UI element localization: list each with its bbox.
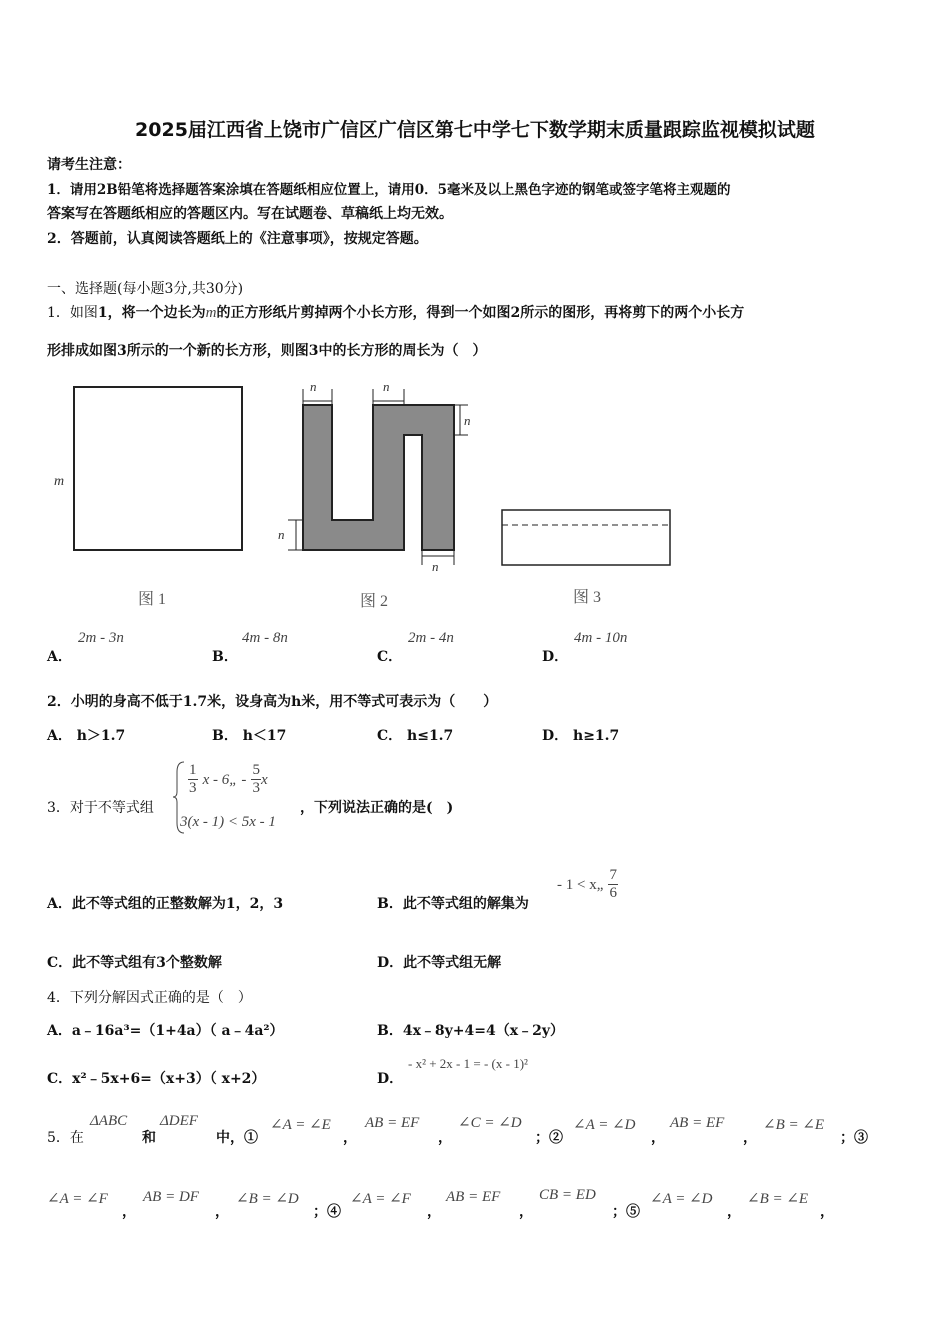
q5-comma: ，: [727, 1204, 741, 1220]
q1-option-d-letter: D．: [542, 649, 569, 665]
q5-comma: ，: [743, 1130, 757, 1146]
q3-inequality-2: 3(x - 1) < 5x - 1: [180, 814, 276, 830]
q5-comma: ，: [519, 1204, 533, 1220]
q5-comma: ，: [215, 1204, 229, 1220]
q5-comma: ，: [343, 1130, 357, 1146]
q1-option-b-letter: B．: [212, 649, 238, 665]
q5-cond3b: AB = DF: [143, 1189, 199, 1205]
q5-cond3a: ∠A = ∠F: [47, 1191, 108, 1207]
q2-option-c: C． h≤1.7: [377, 728, 454, 744]
q5-sep4: ；④: [313, 1204, 341, 1220]
notice-line1a: 1．请用2B铅笔将选择题答案涂填在答题纸相应位置上，请用0．5毫米及以上黑色字迹的钢笔或签字笔将主观题的: [47, 182, 731, 198]
section-heading: 一、选择题(每小题3分,共30分): [47, 281, 244, 297]
q1-option-c-letter: C．: [377, 649, 403, 665]
q1-text-line2: 形排成如图3所示的一个新的长方形，则图3中的长方形的周长为（ ）: [47, 343, 487, 359]
q3-inequality-1: $\frac{1}{3}$ x - 6„ - $\frac{5}{3}$ x: [189, 762, 268, 796]
q1-option-b-expr: 4m - 8n: [242, 630, 288, 646]
q4-option-a: A．a﹣16a³=（1+4a）（ a﹣4a²）: [47, 1023, 284, 1039]
q5-cond4c: CB = ED: [539, 1187, 596, 1203]
notice-heading: 请考生注意：: [47, 157, 131, 173]
q1-option-c-expr: 2m - 4n: [408, 630, 454, 646]
q1-text-line1: 1．如图1，将一个边长为m的正方形纸片剪掉两个小长方形，得到一个如图2所示的图形，再将剪下的两个小长方: [47, 305, 745, 321]
q5-cond2b: AB = EF: [670, 1115, 725, 1131]
q5-number: 5．在: [47, 1130, 84, 1146]
q5-and: 和: [142, 1130, 156, 1146]
q5-cond4b: AB = EF: [446, 1189, 501, 1205]
fig2-caption: 图 2: [360, 593, 389, 610]
fig1-caption: 图 1: [138, 591, 167, 608]
q3-option-d: D．此不等式组无解: [377, 955, 502, 971]
q3-option-c: C．此不等式组有3个整数解: [47, 955, 222, 971]
q5-sep3: ；③: [840, 1130, 868, 1146]
fig2-label-n5: n: [432, 559, 439, 574]
q5-triangle-abc: ΔABC: [90, 1113, 128, 1129]
fig3-caption: 图 3: [573, 589, 602, 606]
q5-comma: ，: [651, 1130, 665, 1146]
q5-sep2: ；②: [535, 1130, 563, 1146]
q3-option-b-expr: - 1 < x„ $\frac{7}{6}$: [557, 867, 617, 901]
q1-option-a-expr: 2m - 3n: [78, 630, 124, 646]
q2-option-d: D． h≥1.7: [542, 728, 620, 744]
fig1-label-m: m: [54, 474, 65, 489]
q4-option-b: B．4x﹣8y+4=4（x﹣2y）: [377, 1023, 564, 1039]
q5-cond1b: AB = EF: [365, 1115, 420, 1131]
q4-text: 4．下列分解因式正确的是（ ）: [47, 990, 252, 1006]
q5-zhong: 中，①: [216, 1130, 258, 1146]
notice-line2: 2．答题前，认真阅读答题纸上的《注意事项》，按规定答题。: [47, 231, 428, 247]
q5-cond5b: ∠B = ∠E: [747, 1191, 809, 1207]
q5-comma: ，: [122, 1204, 136, 1220]
fig2-shape: [303, 405, 454, 550]
fig2-label-n3: n: [464, 413, 471, 428]
q5-comma: ，: [820, 1204, 834, 1220]
q4-option-d-letter: D．: [377, 1071, 404, 1087]
q2-option-b: B． h＜17: [212, 728, 287, 744]
q4-option-c: C．x²﹣5x+6=（x+3）（ x+2）: [47, 1071, 266, 1087]
q5-cond2a: ∠A = ∠D: [573, 1117, 636, 1133]
fig1-square: [74, 387, 242, 550]
fig2-label-n1: n: [310, 379, 317, 394]
q5-comma: ，: [427, 1204, 441, 1220]
q1-figures: [40, 375, 690, 620]
q1-option-a-letter: A．: [47, 649, 72, 665]
q5-triangle-def: ΔDEF: [160, 1113, 198, 1129]
q4-option-d-expr: - x² + 2x - 1 = - (x - 1)²: [408, 1056, 528, 1071]
page-title: 2025届江西省上饶市广信区广信区第七中学七下数学期末质量跟踪监视模拟试题: [135, 119, 815, 141]
q2-option-a: A． h＞1.7: [47, 728, 126, 744]
q2-text: 2．小明的身高不低于1.7米，设身高为h米，用不等式可表示为（ ）: [47, 694, 498, 710]
q5-cond3c: ∠B = ∠D: [236, 1191, 299, 1207]
q3-option-a: A．此不等式组的正整数解为1，2，3: [47, 896, 284, 912]
fig2-label-n2: n: [383, 379, 390, 394]
q5-comma: ，: [438, 1130, 452, 1146]
q5-sep5: ；⑤: [612, 1204, 640, 1220]
q3-text-pre: 3．对于不等式组: [47, 800, 154, 816]
q5-cond5a: ∠A = ∠D: [650, 1191, 713, 1207]
fig3-rect: [502, 510, 670, 565]
q5-cond1a: ∠A = ∠E: [270, 1117, 331, 1133]
fig2-label-n4: n: [278, 527, 285, 542]
q3-text-post: ，下列说法正确的是( ): [300, 800, 454, 816]
q3-option-b: B．此不等式组的解集为: [377, 896, 529, 912]
q5-cond2c: ∠B = ∠E: [763, 1117, 825, 1133]
notice-line1b: 答案写在答题纸相应的答题区内。写在试题卷、草稿纸上均无效。: [47, 206, 453, 222]
q5-cond1c: ∠C = ∠D: [458, 1115, 522, 1131]
q5-cond4a: ∠A = ∠F: [350, 1191, 411, 1207]
q1-option-d-expr: 4m - 10n: [574, 630, 628, 646]
